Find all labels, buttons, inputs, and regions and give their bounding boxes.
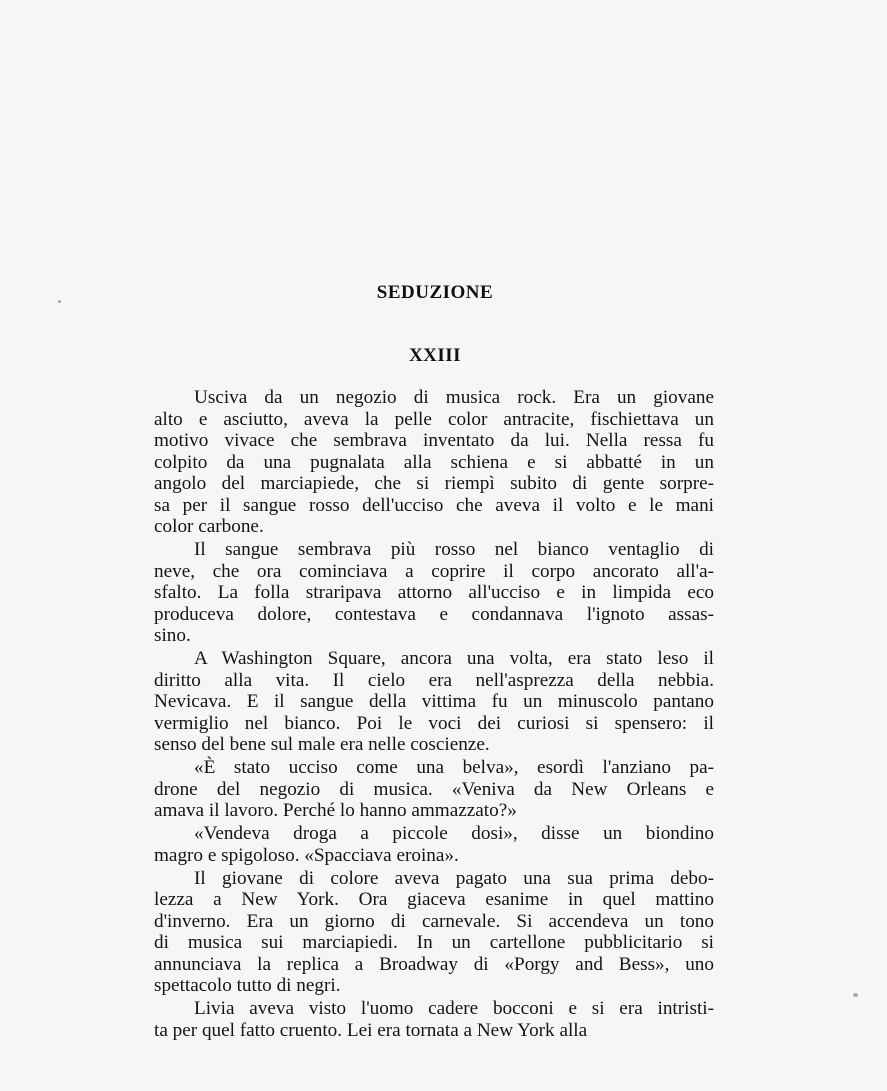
text-line: «Vendeva droga a piccole dosi», disse un biondino — [194, 823, 714, 844]
text-line: lezza a New York. Ora giaceva esanime in quel mattino — [154, 889, 714, 910]
text-line: produceva dolore, contestava e condannava l'ignoto assas- — [154, 603, 714, 625]
paragraph — [154, 648, 714, 756]
paragraph — [154, 539, 714, 647]
text-line: vermiglio nel bianco. Poi le voci dei curiosi si spensero: il — [154, 712, 714, 734]
text-line: Nevicava. E il sangue della vittima fu un minuscolo pantano — [154, 691, 714, 712]
text-line: annunciava la replica a Broadway di «Porgy and Bess», uno — [154, 953, 714, 975]
text-line: colpito da una pugnalata alla schiena e si abbatté in un — [154, 451, 714, 473]
paragraph — [154, 823, 714, 866]
text-line: «È stato ucciso come una belva», esordì l'anziano pa- — [194, 757, 714, 778]
paper-speck — [58, 300, 61, 303]
paragraph — [154, 868, 714, 997]
text-line: sfalto. La folla straripava attorno all'ucciso e in limpida eco — [154, 582, 714, 603]
text-line: Usciva da un negozio di musica rock. Era un giovane — [194, 387, 714, 408]
text-line: neve, che ora cominciava a coprire il corpo ancorato all'a- — [154, 560, 714, 582]
paragraph — [154, 387, 714, 538]
text-line: drone del negozio di musica. «Veniva da New Orleans e — [154, 778, 714, 800]
text-line: A Washington Square, ancora una volta, era stato leso il — [194, 648, 714, 669]
text-line: Livia aveva visto l'uomo cadere bocconi e si era intristi- — [194, 998, 714, 1019]
text-line: ta per quel fatto cruento. Lei era tornata a New York alla — [154, 1019, 588, 1041]
text-line: Il sangue sembrava più rosso nel bianco ventaglio di — [194, 539, 714, 560]
text-line: color carbone. — [154, 516, 264, 537]
chapter-title: SEDUZIONE — [376, 282, 494, 303]
chapter-body — [154, 387, 714, 1043]
text-line: senso del bene sul male era nelle coscienze. — [154, 734, 490, 755]
paragraph — [154, 757, 714, 822]
text-line: di musica sui marciapiedi. In un cartellone pubblicitario si — [154, 932, 714, 953]
text-line: sino. — [154, 625, 191, 646]
text-line: Il giovane di colore aveva pagato una sua prima debo- — [194, 867, 714, 889]
text-line: angolo del marciapiede, che si riempì subito di gente sorpre- — [154, 473, 714, 494]
text-line: diritto alla vita. Il cielo era nell'asprezza della nebbia. — [154, 669, 714, 691]
text-line: alto e asciutto, aveva la pelle color antracite, fischiettava un — [154, 408, 714, 430]
text-line: sa per il sangue rosso dell'ucciso che aveva il volto e le mani — [154, 494, 714, 516]
text-line: spettacolo tutto di negri. — [154, 975, 341, 996]
chapter-number: XXIII — [408, 345, 462, 366]
paper-speck — [853, 993, 858, 997]
paragraph — [154, 998, 714, 1041]
text-line: magro e spigoloso. «Spacciava eroina». — [154, 844, 459, 866]
text-line: amava il lavoro. Perché lo hanno ammazzato?» — [154, 800, 517, 821]
text-line: d'inverno. Era un giorno di carnevale. Si accendeva un tono — [154, 910, 714, 932]
text-line: motivo vivace che sembrava inventato da lui. Nella ressa fu — [154, 430, 714, 451]
